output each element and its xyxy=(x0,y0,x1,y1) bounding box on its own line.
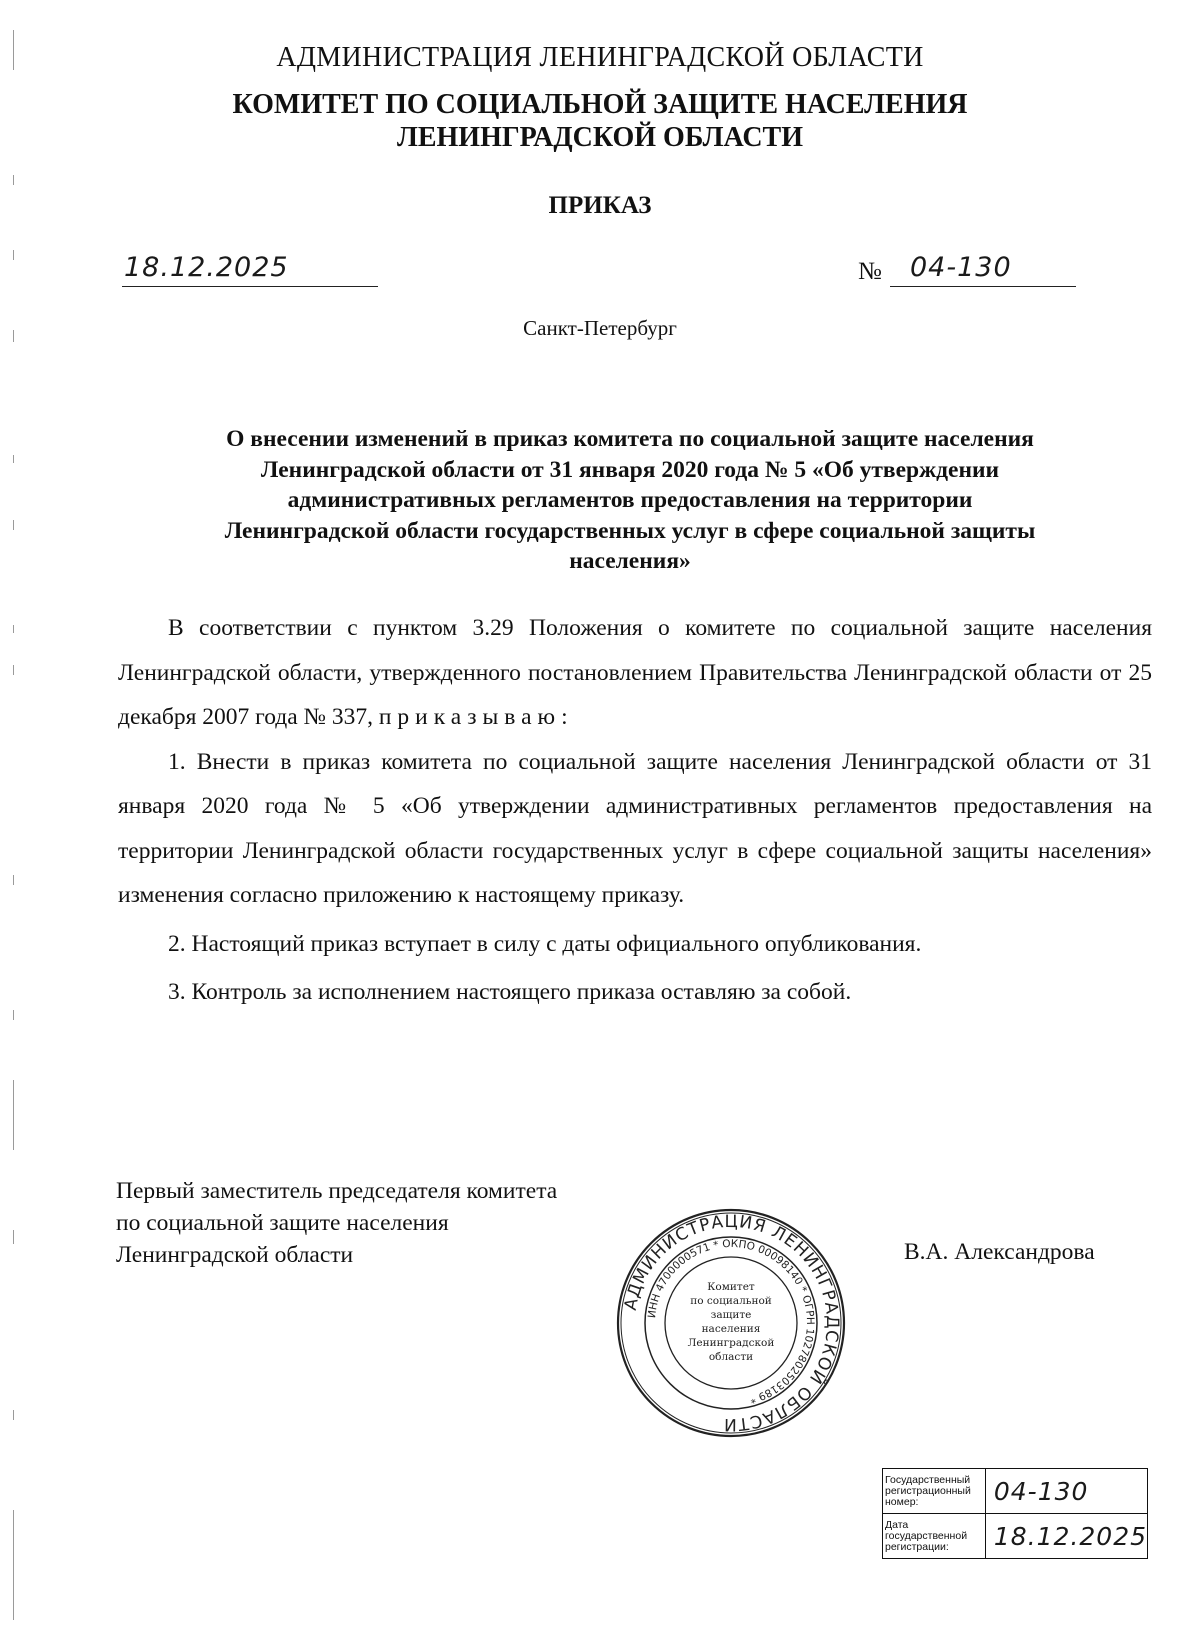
signatory-name: В.А. Александрова xyxy=(904,1239,1095,1265)
registration-date-label: Дата государственной регистрации: xyxy=(883,1514,986,1559)
registration-date-value: 18.12.2025 xyxy=(993,1521,1147,1551)
position-line: Ленинградской области xyxy=(116,1242,354,1268)
date-field xyxy=(122,250,378,287)
title-line: О внесении изменений в приказ комитета по социальной защите населения xyxy=(226,426,1034,452)
committee-heading-line: КОМИТЕТ ПО СОЦИАЛЬНОЙ ЗАЩИТЕ НАСЕЛЕНИЯ xyxy=(232,89,968,120)
item-1: 1. Внести в приказ комитета по социальной защите населения Ленинградской области от 31 января 2020 года № 5 «Об утверждении административных регламентов предоставления на территории Ленинградской области государственных услуг в сфере социальной защиты населения» изменения согласно приложению к настоящему приказу. xyxy=(118,748,1152,908)
document-type: ПРИКАЗ xyxy=(548,192,652,219)
number-label: № xyxy=(858,258,882,285)
seal-middle-text: ИНН 4700000571 * ОКПО 00098140 * ОГРН 1027802503189 * xyxy=(646,1237,817,1406)
svg-text:населения: населения xyxy=(701,1323,761,1335)
document-title xyxy=(110,424,1150,577)
svg-text:Комитет: Комитет xyxy=(707,1281,755,1293)
title-line: Ленинградской области от 31 января 2020 года № 5 «Об утверждении xyxy=(260,456,1000,483)
title-line: Ленинградской области государственных услуг в сфере социальной защиты xyxy=(224,517,1036,544)
seal-outer-text: АДМИНИСТРАЦИЯ ЛЕНИНГРАДСКОЙ ОБЛАСТИ xyxy=(620,1211,843,1435)
intro-text: В соответствии с пунктом 3.29 Положения о комитете по социальной защите населения Ленинградской области, утвержденного постановлением Правительства Ленинградской области от 25 декабря 2007 года № 337, xyxy=(118,615,1152,730)
city: Санкт-Петербург xyxy=(523,316,677,340)
title-line: административных регламентов предоставления на территории xyxy=(287,487,973,513)
item-2: 2. Настоящий приказ вступает в силу с даты официального опубликования. xyxy=(168,930,922,957)
position-line: по социальной защите населения xyxy=(116,1210,449,1236)
svg-text:области: области xyxy=(708,1351,754,1363)
intro-paragraph xyxy=(118,606,1152,740)
administration-heading: АДМИНИСТРАЦИЯ ЛЕНИНГРАДСКОЙ ОБЛАСТИ xyxy=(276,42,924,73)
registration-number-cell xyxy=(985,1469,1147,1514)
svg-text:защите: защите xyxy=(710,1309,752,1321)
signatory-position xyxy=(116,1175,557,1271)
title-line: населения» xyxy=(569,548,691,574)
item-3: 3. Контроль за исполнением настоящего приказа оставляю за собой. xyxy=(168,979,852,1005)
seal-center-text xyxy=(688,1281,775,1363)
registration-number-label: Государственный регистрационный номер: xyxy=(883,1469,986,1514)
handwritten-number: 04-130 xyxy=(910,252,1012,283)
handwritten-date: 18.12.2025 xyxy=(124,252,289,283)
committee-heading-line: ЛЕНИНГРАДСКОЙ ОБЛАСТИ xyxy=(396,122,804,153)
order-word: приказываю: xyxy=(378,704,574,730)
number-field xyxy=(890,250,1076,287)
committee-heading xyxy=(0,88,1200,154)
registration-date-cell xyxy=(985,1514,1147,1559)
scan-left-edge xyxy=(13,0,14,1630)
official-seal xyxy=(614,1206,848,1440)
position-line: Первый заместитель председателя комитета xyxy=(116,1178,558,1204)
svg-text:Ленинградской: Ленинградской xyxy=(687,1337,775,1349)
svg-text:по социальной: по социальной xyxy=(690,1295,772,1307)
document-body xyxy=(118,606,1152,1015)
registration-number-value: 04-130 xyxy=(993,1476,1089,1506)
registration-box xyxy=(882,1468,1148,1559)
